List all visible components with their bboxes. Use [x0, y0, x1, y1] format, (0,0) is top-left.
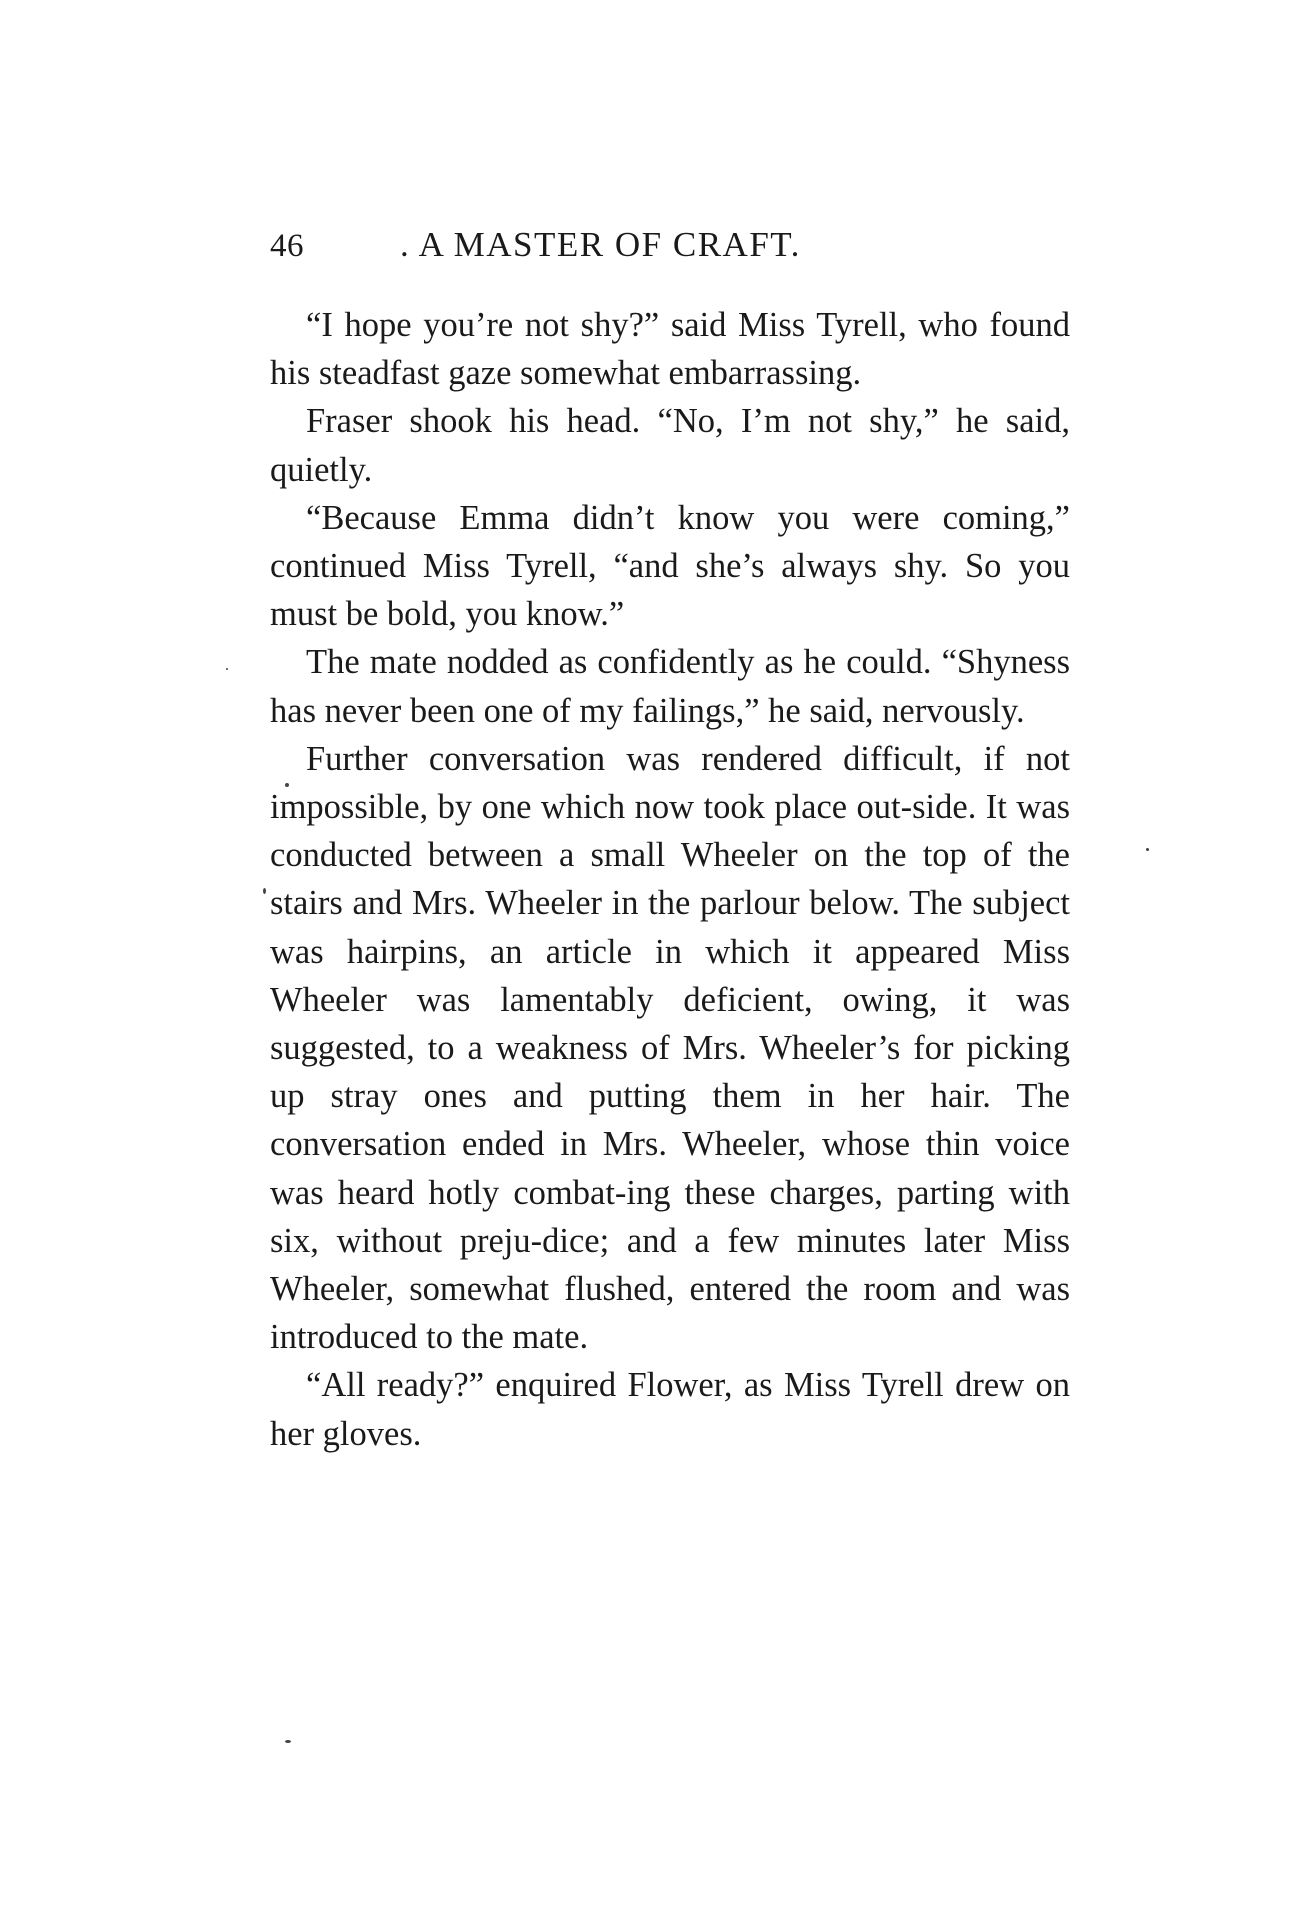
- scan-speck: [285, 783, 289, 787]
- paragraph: “Because Emma didn’t know you were coming,” continued Miss Tyrell, “and she’s always shy. So you must be bold, you know.”: [270, 498, 1070, 634]
- scan-speck: [263, 888, 266, 894]
- body-text: [270, 301, 1070, 1458]
- paragraph: Further conversation was rendered difficult, if not impossible, by one which now took place out-side. It was conducted between a small Wheeler on the top of the stairs and Mrs. Wheeler in the parlour below. The subject was hairpins, an article in which it appeared Miss Wheeler was lamentably deficient, owing, it was suggested, to a weakness of Mrs. Wheeler’s for picking up stray ones and putting them in her hair. The conversation ended in Mrs. Wheeler, whose thin voice was heard hotly combat-ing these charges, parting with six, without preju-dice; and a few minutes later Miss Wheeler, somewhat flushed, entered the room and was introduced to the mate.: [270, 739, 1070, 1357]
- paragraph: The mate nodded as confidently as he could. “Shyness has never been one of my failings,” he said, nervously.: [270, 643, 1070, 730]
- book-page: [270, 225, 1070, 1458]
- paragraph: Fraser shook his head. “No, I’m not shy,” he said, quietly.: [270, 402, 1070, 489]
- scan-speck: [285, 1740, 291, 1743]
- scan-speck: [226, 668, 228, 670]
- running-title: . A MASTER OF CRAFT.: [400, 225, 801, 264]
- scan-speck: [1146, 848, 1149, 851]
- paragraph: “All ready?” enquired Flower, as Miss Tyrell drew on her gloves.: [270, 1366, 1070, 1453]
- page-header: [270, 225, 1070, 277]
- page-number: 46: [270, 228, 304, 264]
- paragraph: “I hope you’re not shy?” said Miss Tyrell, who found his steadfast gaze somewhat embarrassing.: [270, 306, 1070, 393]
